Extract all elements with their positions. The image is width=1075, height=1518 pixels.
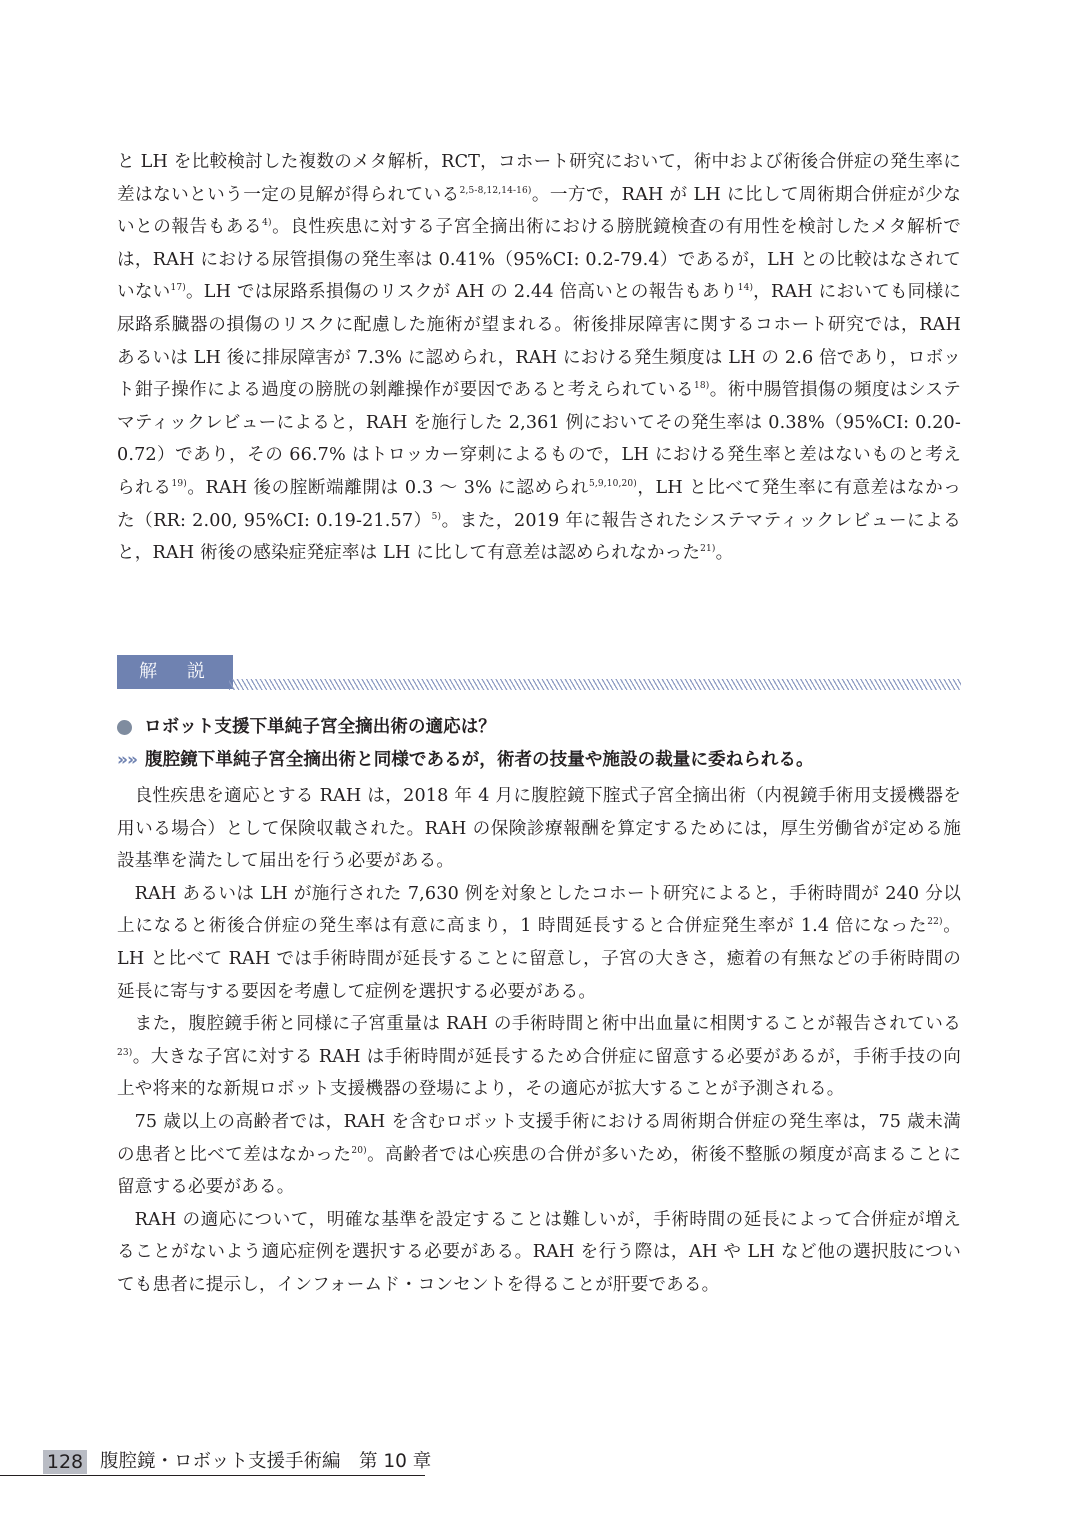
text-run: RAH あるいは LH が施行された 7,630 例を対象としたコホート研究によると，手術時間が 240 分以上になると術後合併症の発生率は有意に高まり，1 時間延長すると合併症発生率が 1.4 倍になった xyxy=(117,883,961,937)
text-run: ，RAH においても同様に尿路系臓器の損傷のリスクに配慮した施術が望まれる。術後排尿障害に関するコホート研究では，RAH あるいは LH 後に排尿障害が 7.3% に認められ，RAH における発生頻度は LH の 2.6 倍であり，ロボット鉗子操作による過度の膀胱の剝離操作が要因であると考えられている xyxy=(117,282,962,401)
citation-ref: 5,9,10,20) xyxy=(588,478,637,489)
text-run: RAH の適応について，明確な基準を設定することは難しいが，手術時間の延長によって合併症が増えることがないよう適応症例を選択する必要がある。RAH を行う際は，AH や LH など他の選択肢についても患者に提示し，インフォームド・コンセントを得ることが肝要である。 xyxy=(117,1209,961,1295)
text-run: 。LH では尿路系損傷のリスクが AH の 2.44 倍高いとの報告もあり xyxy=(185,282,738,303)
citation-ref: 18) xyxy=(694,381,710,392)
text-run: 。良性疾患に対する子宮全摘出術における膀胱鏡検査の有用性を検討したメタ解析では，RAH における尿管損傷の発生率は 0.41%（95%CI: 0.2-79.4）であるが，LH との比較はなされていない xyxy=(117,217,961,303)
footer-rule xyxy=(0,1475,425,1476)
citation-ref: 19) xyxy=(171,478,187,489)
citation-ref: 23) xyxy=(117,1047,133,1058)
citation-ref: 2,5-8,12,14-16) xyxy=(459,185,532,196)
citation-ref: 22) xyxy=(927,917,943,928)
section-tab-label: 解 説 xyxy=(117,655,233,689)
citation-ref: 21) xyxy=(700,544,716,555)
citation-ref: 5) xyxy=(431,511,442,522)
section-header xyxy=(117,655,961,691)
text-run: 75 歳以上の高齢者では，RAH を含むロボット支援手術における周術期合併症の発生率は，75 歳未満の患者と比べて差はなかった xyxy=(117,1111,961,1165)
text-run: 。一方で，RAH が LH に比して周術期合併症が少ないとの報告もある xyxy=(117,184,961,238)
text-run: 。LH と比べて RAH では手術時間が延長することに留意し，子宮の大きさ，癒着の有無などの手術時間の延長に寄与する要因を考慮して症例を選択する必要がある。 xyxy=(117,916,962,1002)
text-run: 。また，2019 年に報告されたシステマティックレビューによると，RAH 術後の感染症発症率は LH に比して有意差は認められなかった xyxy=(117,510,961,564)
body-paragraph xyxy=(117,1204,961,1302)
citation-ref: 14) xyxy=(737,283,754,294)
text-run: ，LH と比べて発生率に有意差はなかった（RR: 2.00, 95%CI: 0.19-21.57） xyxy=(117,477,961,531)
paragraph-top xyxy=(117,146,961,570)
page-footer xyxy=(0,1448,1075,1478)
text-run: 。RAH 後の腟断端離開は 0.3 ～ 3% に認められ xyxy=(186,477,589,498)
citation-ref: 4) xyxy=(262,218,272,229)
answer-text: 腹腔鏡下単純子宮全摘出術と同様であるが，術者の技量や施設の裁量に委ねられる。 xyxy=(144,750,814,770)
text-run: 。大きな子宮に対する RAH は手術時間が延長するため合併症に留意する必要があるが，手術手技の向上や将来的な新規ロボット支援機器の登場により，その適応が拡大することが予測される。 xyxy=(117,1046,961,1100)
section-hatch-rule xyxy=(229,679,961,690)
text-run: 。高齢者では心疾患の合併が多いため，術後不整脈の頻度が高まることに留意する必要がある。 xyxy=(117,1144,962,1198)
citation-ref: 20) xyxy=(351,1145,367,1156)
body-paragraph xyxy=(117,878,961,1008)
circle-bullet-icon xyxy=(117,720,132,735)
answer-summary xyxy=(117,745,814,775)
text-run: 良性疾患を適応とする RAH は，2018 年 4 月に腹腔鏡下腟式子宮全摘出術（内視鏡手術用支援機器を用いる場合）として保険収載された。RAH の保険診療報酬を算定するためには，厚生労働省が定める施設基準を満たして届出を行う必要がある。 xyxy=(117,786,961,872)
running-title: 腹腔鏡・ロボット支援手術編 第 10 章 xyxy=(100,1451,432,1472)
text-run: 。 xyxy=(715,543,734,564)
body-paragraph xyxy=(117,1106,961,1204)
page-number: 128 xyxy=(43,1450,87,1474)
text-run: 。術中腸管損傷の頻度はシステマティックレビューによると，RAH を施行した 2,361 例においてその発生率は 0.38%（95%CI: 0.20-0.72）であり，その 66.7% はトロッカー穿刺によるもので，LH における発生率と差はないものと考えられる xyxy=(117,380,961,498)
continued-paragraph xyxy=(117,146,961,570)
body-paragraph xyxy=(117,1008,961,1106)
question-text: ロボット支援下単純子宮全摘出術の適応は？ xyxy=(144,717,496,737)
body-paragraph xyxy=(117,780,961,878)
citation-ref: 17) xyxy=(170,283,186,294)
double-chevron-icon: »» xyxy=(117,750,137,770)
question-heading xyxy=(117,712,496,742)
text-run: また，腹腔鏡手術と同様に子宮重量は RAH の手術時間と術中出血量に相関することが報告されている xyxy=(134,1014,961,1035)
text-run: と LH を比較検討した複数のメタ解析，RCT，コホート研究において，術中および術後合併症の発生率に差はないという一定の見解が得られている xyxy=(117,152,961,205)
explanation-paragraphs xyxy=(117,780,961,1302)
